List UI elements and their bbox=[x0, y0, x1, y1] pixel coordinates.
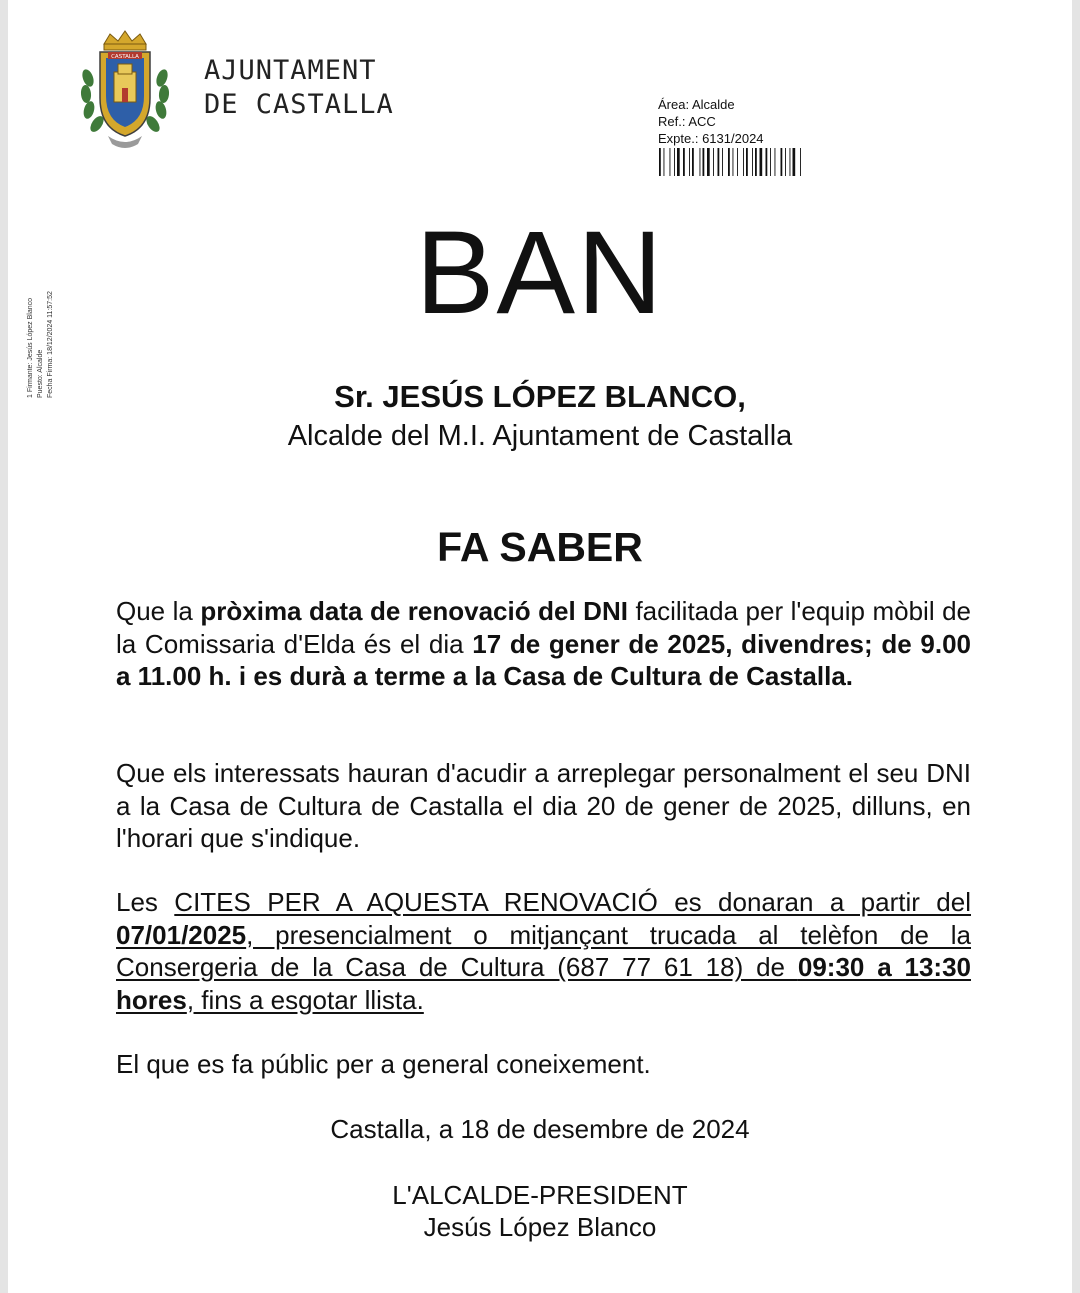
p1-text-2: facilitada per l'equip mòbil de la Comissaria d'Elda és el dia bbox=[116, 596, 972, 659]
meta-area: Área: Alcalde bbox=[658, 97, 735, 112]
document-meta bbox=[658, 96, 764, 147]
meta-expte: Expte.: 6131/2024 bbox=[658, 131, 764, 146]
p1-text-1: Que la bbox=[116, 596, 201, 626]
org-line-1: AJUNTAMENT bbox=[204, 55, 377, 86]
p3-underline-3: , fins a esgotar llista. bbox=[186, 984, 424, 1015]
meta-ref: Ref.: ACC bbox=[658, 114, 716, 129]
p3-underline-2: , presencialment o mitjançant trucada al telèfon de la Consergeria de la Casa de Cultura (687 77 61 18) de bbox=[116, 919, 971, 982]
mayor-role: Alcalde del M.I. Ajuntament de Castalla bbox=[287, 420, 793, 452]
crest-logo bbox=[78, 28, 172, 150]
section-heading: FA SABER bbox=[437, 524, 643, 570]
document-title: BAN bbox=[415, 207, 665, 339]
stamp-line-2: Puesto: Alcalde bbox=[37, 349, 44, 398]
page-edge-right bbox=[1072, 0, 1080, 1293]
paragraph-3 bbox=[116, 886, 971, 1016]
stamp-line-1: 1 Firmante: Jesús López Blanco bbox=[27, 298, 34, 398]
mayor-name: Sr. JESÚS LÓPEZ BLANCO, bbox=[334, 379, 746, 414]
stamp-line-3: Fecha Firma: 18/12/2024 11:57:52 bbox=[47, 291, 54, 398]
p3-underline-bold-1: 07/01/2025 bbox=[116, 919, 247, 950]
dateline: Castalla, a 18 de desembre de 2024 bbox=[330, 1114, 750, 1144]
p1-bold-1: pròxima data de renovació del DNI bbox=[200, 596, 628, 626]
p1-bold-2: 17 de gener de 2025, divendres; de 9.00 a 11.00 h. i es durà a terme a la Casa de Cultura de Castalla. bbox=[116, 628, 971, 691]
paragraph-4: El que es fa públic per a general coneixement. bbox=[116, 1049, 651, 1079]
paragraph-1 bbox=[116, 595, 971, 693]
signature-name: Jesús López Blanco bbox=[423, 1212, 657, 1242]
barcode bbox=[658, 148, 842, 182]
crest-text: CASTALLA bbox=[111, 54, 139, 60]
document-page bbox=[8, 0, 1072, 1293]
signature-title: L'ALCALDE-PRESIDENT bbox=[392, 1180, 688, 1210]
p3-underline-bold-2: 09:30 a 13:30 hores bbox=[116, 952, 971, 1015]
page-edge-left bbox=[0, 0, 8, 1293]
org-line-2: DE CASTALLA bbox=[204, 89, 394, 120]
p3-underline-1: CITES PER A AQUESTA RENOVACIÓ es donaran a partir del bbox=[174, 887, 971, 917]
organization-name bbox=[204, 54, 394, 122]
paragraph-2: Que els interessats hauran d'acudir a arreplegar personalment el seu DNI a la Casa de Cultura de Castalla el dia 20 de gener de 2025, dilluns, en l'horari que s'indique. bbox=[116, 758, 971, 853]
p3-text-1: Les bbox=[116, 887, 175, 917]
